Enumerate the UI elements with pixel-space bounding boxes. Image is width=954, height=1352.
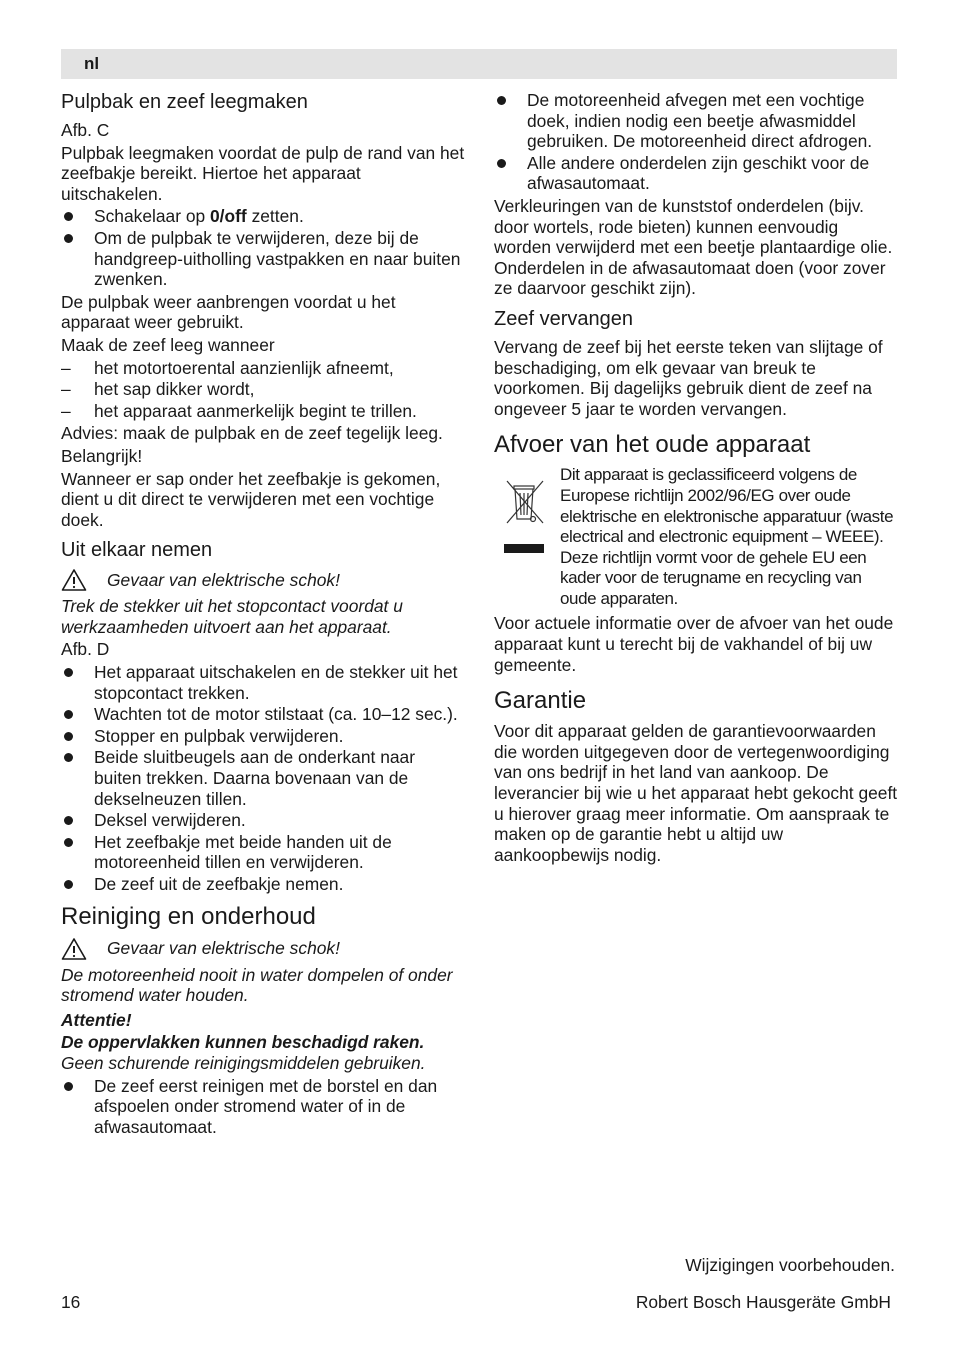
weee-block xyxy=(494,465,899,609)
list-item: – het motortoerental aanzienlijk afneemt, xyxy=(61,358,466,379)
weee-icon-box xyxy=(494,465,560,609)
list-item: De motoreenheid afvegen met een vochtige doek, indien nodig een beetje afwasmiddel gebruiken. De motoreenheid direct afdrogen. xyxy=(494,90,899,152)
left-column xyxy=(61,90,466,1139)
section-title-afvoer: Afvoer van het oude apparaat xyxy=(494,431,811,459)
weee-bar xyxy=(504,544,544,553)
paragraph: De pulpbak weer aanbrengen voordat u het apparaat weer gebruikt. xyxy=(61,291,396,333)
warning-text: Trek de stekker uit het stopcontact voordat u werkzaamheden uitvoert aan het apparaat. xyxy=(61,596,403,637)
language-bar xyxy=(61,49,897,79)
list-item: Wachten tot de motor stilstaat (ca. 10–12 sec.). xyxy=(61,704,466,725)
paragraph: Voor dit apparaat gelden de garantievoorwaarden die worden uitgegeven door de vertegenwoordiging van ons bedrijf in het land van aankoop. De leverancier bij wie u het apparaat hebt gekocht geeft u hierover graag meer informatie. Om aanspraak te maken op de garantie hebt u altijd uw aankoopbewijs nodig. xyxy=(494,721,898,865)
bullet-list xyxy=(494,90,899,194)
crossed-out-bin-icon xyxy=(503,477,547,567)
important-label: Belangrijk! xyxy=(61,445,143,466)
list-item: – het sap dikker wordt, xyxy=(61,379,466,400)
footer-note: Wijzigingen voorbehouden. xyxy=(685,1255,895,1275)
warning-triangle-icon xyxy=(61,937,87,961)
warning-title: Gevaar van elektrische schok! xyxy=(107,569,340,590)
weee-text: Dit apparaat is geclassificeerd volgens de Europese richtlijn 2002/96/EG over oude elektrische en elektronische apparatuur (waste electrical and electronic equipment – WEEE). Deze richtlijn vormt voor de gehele EU een kader voor de terugname en recycling van oude apparaten. xyxy=(560,465,894,608)
warning xyxy=(61,937,466,961)
list-item: – het apparaat aanmerkelijk begint te trillen. xyxy=(61,401,466,422)
figure-ref-d: Afb. D xyxy=(61,639,110,660)
page-number: 16 xyxy=(61,1292,81,1312)
list-item: Stopper en pulpbak verwijderen. xyxy=(61,726,466,747)
company-name: Robert Bosch Hausgeräte GmbH xyxy=(635,1292,891,1312)
warning xyxy=(61,568,466,592)
list-item: Deksel verwijderen. xyxy=(61,810,466,831)
list-item: Beide sluitbeugels aan de onderkant naar buiten trekken. Daarna bovenaan van de dekselneuzen tillen. xyxy=(61,747,466,809)
section-title-pulpbak: Pulpbak en zeef leegmaken xyxy=(61,91,308,113)
list-item: De zeef eerst reinigen met de borstel en dan afspoelen onder stromend water of in de afwasautomaat. xyxy=(61,1076,466,1138)
list-item: Het zeefbakje met beide handen uit de motoreenheid tillen en verwijderen. xyxy=(61,832,466,873)
list-item: Schakelaar op 0/off zetten. xyxy=(61,206,466,227)
bullet-list xyxy=(61,1076,466,1138)
paragraph: Verkleuringen van de kunststof onderdelen (bijv. door wortels, rode bieten) kunnen eenvoudig worden verwijderd met een beetje plantaardige olie. Onderdelen in de afwasautomaat doen (voor zover ze daarvoor geschikt zijn). xyxy=(494,195,893,299)
paragraph: Pulpbak leegmaken voordat de pulp de rand van het zeefbakje bereikt. Hiertoe het apparaat uitschakelen. xyxy=(61,142,465,204)
figure-ref-c: Afb. C xyxy=(61,120,110,140)
list-item: Alle andere onderdelen zijn geschikt voor de afwasautomaat. xyxy=(494,153,899,194)
list-item: Het apparaat uitschakelen en de stekker uit het stopcontact trekken. xyxy=(61,662,466,703)
section-title-garantie: Garantie xyxy=(494,687,587,715)
section-title-uit-elkaar: Uit elkaar nemen xyxy=(61,539,213,562)
attention-label: Attentie! xyxy=(61,1009,132,1030)
bullet-list xyxy=(61,206,466,289)
paragraph: Voor actuele informatie over de afvoer van het oude apparaat kunt u terecht bij de vakhandel of bij uw gemeente. xyxy=(494,613,894,675)
list-item: Om de pulpbak te verwijderen, deze bij de handgreep-uitholling vastpakken en naar buiten zwenken. xyxy=(61,228,466,290)
right-column xyxy=(494,90,899,867)
language-label: nl xyxy=(84,54,100,73)
dash-list xyxy=(61,358,466,422)
paragraph: Maak de zeef leeg wanneer xyxy=(61,334,275,355)
list-item: De zeef uit de zeefbakje nemen. xyxy=(61,874,466,895)
section-title-reiniging: Reiniging en onderhoud xyxy=(61,902,316,930)
warning-text: De motoreenheid nooit in water dompelen of onder stromend water houden. xyxy=(61,964,453,1006)
warning-title: Gevaar van elektrische schok! xyxy=(107,938,340,959)
paragraph: Vervang de zeef bij het eerste teken van slijtage of beschadiging, om elk gevaar van breuk te voorkomen. Bij dagelijks gebruik dient de zeef na ongeveer 5 jaar te worden vervangen. xyxy=(494,336,883,419)
paragraph: Advies: maak de pulpbak en de zeef tegelijk leeg. xyxy=(61,423,443,444)
paragraph: Wanneer er sap onder het zeefbakje is gekomen, dient u dit direct te verwijderen met een vochtige doek. xyxy=(61,468,441,530)
warning-triangle-icon xyxy=(61,568,87,592)
attention-text: De oppervlakken kunnen beschadigd raken. Geen schurende reinigingsmiddelen gebruiken. xyxy=(61,1032,426,1073)
section-title-zeef: Zeef vervangen xyxy=(494,307,633,330)
bullet-list xyxy=(61,662,466,895)
